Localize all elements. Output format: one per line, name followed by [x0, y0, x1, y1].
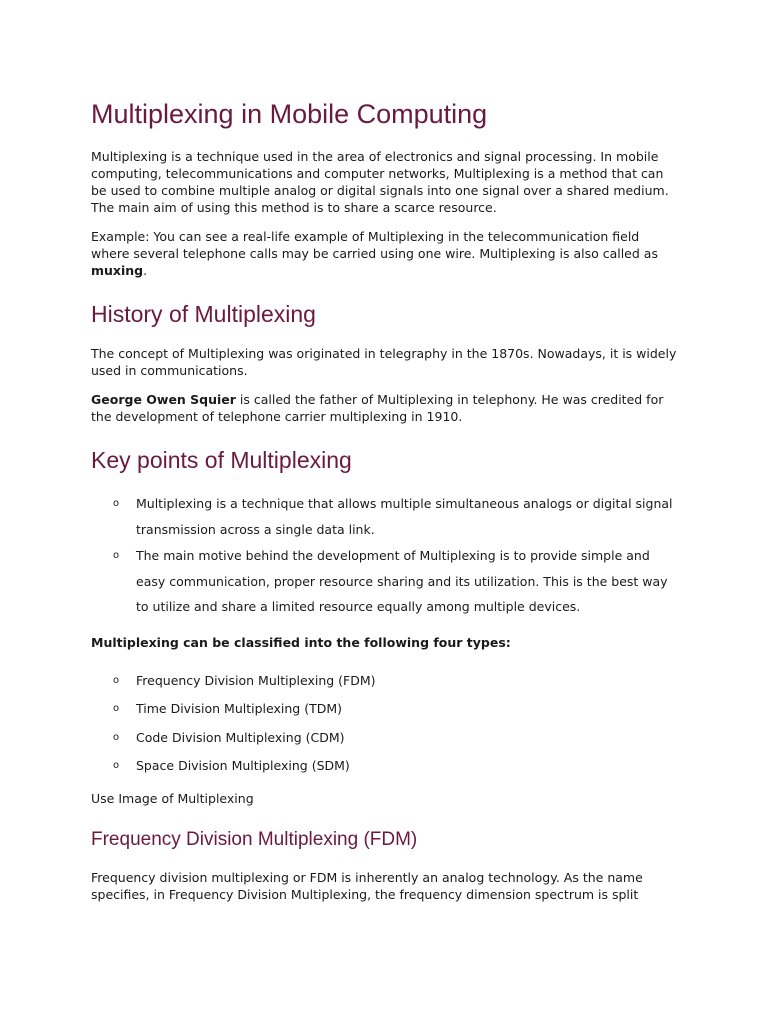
list-item: [113, 752, 678, 780]
bullet-icon: o: [113, 674, 120, 686]
example-paragraph: [91, 228, 678, 279]
key-points-list: [91, 491, 678, 620]
list-item: [113, 724, 678, 752]
types-list: [91, 667, 678, 780]
type-text: Frequency Division Multiplexing (FDM): [136, 672, 376, 688]
fdm-paragraph: Frequency division multiplexing or FDM is inherently an analog technology. As the name specifies, in Frequency Division Multiplexing, the frequency dimension spectrum is split: [91, 869, 643, 902]
father-text: is called the father of Multiplexing in telephony. He was credited for the development of telephone carrier multiplexing in 1910.: [91, 392, 664, 424]
muxing-term: muxing: [91, 263, 144, 278]
key-points-heading: Key points of Multiplexing: [91, 447, 352, 473]
type-text: Space Division Multiplexing (SDM): [136, 758, 350, 773]
list-item: [113, 543, 678, 620]
bullet-icon: o: [113, 731, 120, 743]
list-item: [113, 491, 678, 542]
list-item: [113, 695, 678, 723]
bullet-icon: o: [113, 498, 120, 509]
father-paragraph: [91, 391, 678, 425]
example-end: .: [143, 263, 148, 278]
list-item: [113, 667, 678, 695]
key-point-text: The main motive behind the development of Multiplexing is to provide simple and easy communication, proper resource sharing and its utilization. This is the best way to utilize and share a limited resource equally among multiple devices.: [136, 548, 668, 614]
bullet-icon: o: [113, 550, 120, 561]
inventor-name: George Owen Squier: [91, 392, 236, 407]
type-text: Time Division Multiplexing (TDM): [136, 701, 342, 716]
intro-paragraph: Multiplexing is a technique used in the area of electronics and signal processing. In mobile computing, telecommunications and computer networks, Multiplexing is a method that can be used to combine multiple analog or digital signals into one signal over a shared medium. The main aim of using this method is to share a scarce resource.: [91, 149, 669, 215]
use-image-note: Use Image of Multiplexing: [91, 790, 254, 806]
type-text: Code Division Multiplexing (CDM): [136, 729, 345, 745]
bullet-icon: o: [113, 760, 120, 771]
types-intro: Multiplexing can be classified into the following four types:: [91, 634, 511, 650]
key-point-text: Multiplexing is a technique that allows multiple simultaneous analogs or digital signal transmission across a single data link.: [136, 496, 673, 537]
history-heading: History of Multiplexing: [91, 301, 316, 327]
history-paragraph: The concept of Multiplexing was originated in telegraphy in the 1870s. Nowadays, it is widely used in communications.: [91, 346, 677, 378]
bullet-icon: o: [113, 703, 120, 714]
example-text: Example: You can see a real-life example of Multiplexing in the telecommunication field where several telephone calls may be carried using one wire. Multiplexing is also called as: [91, 229, 658, 261]
page-title: Multiplexing in Mobile Computing: [91, 99, 488, 129]
fdm-heading: Frequency Division Multiplexing (FDM): [91, 828, 418, 850]
